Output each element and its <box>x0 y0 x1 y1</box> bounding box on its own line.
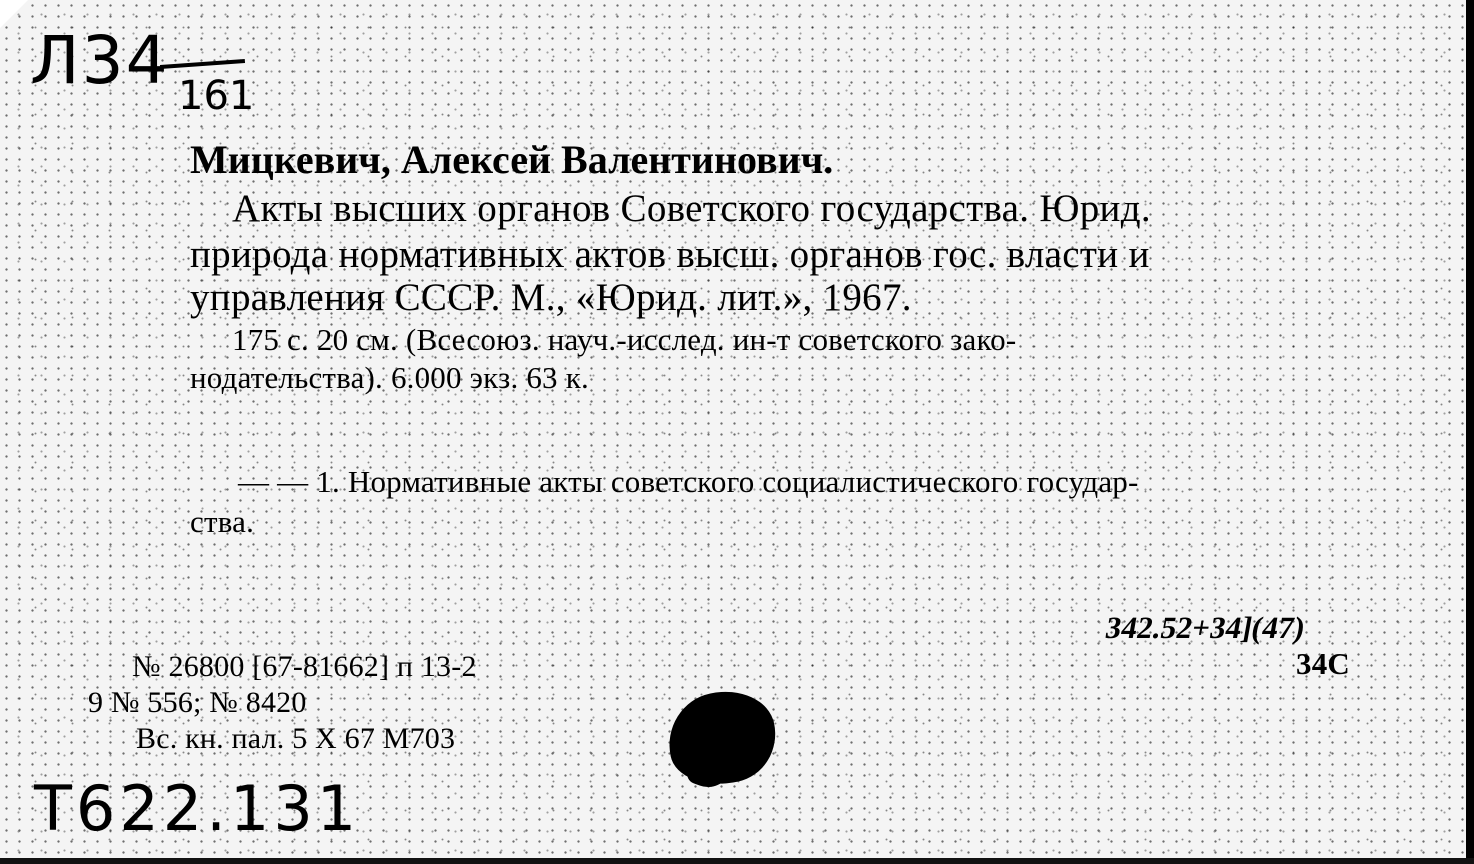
title-line-3: управления СССР. М., «Юрид. лит.», 1967. <box>190 276 912 319</box>
subject-line-2: ства. <box>190 504 255 539</box>
author-mark: 34С <box>1296 646 1350 681</box>
classification-code: 342.52+34](47) <box>1102 610 1308 645</box>
footer-line-1: № 26800 [67-81662] п 13-2 <box>132 650 477 683</box>
shelfmark-top: Л34 <box>30 22 170 99</box>
footer-line-3: Вс. кн. пал. 5 X 67 М703 <box>136 722 456 755</box>
shelfmark-bottom: 161 <box>178 73 255 119</box>
card-corner <box>0 0 28 28</box>
card-edge-right <box>1466 0 1474 864</box>
author-heading: Мицкевич, Алексей Валентинович. <box>190 137 834 182</box>
title-line-2: природа нормативных актов высш. органов гос. власти и <box>190 233 1150 276</box>
shelfmark-fraction-line <box>160 59 245 69</box>
subject-line-1: — — 1. Нормативные акты советского социалистического государ- <box>238 464 1139 499</box>
description-line-1: 175 с. 20 см. (Всесоюз. науч.-исслед. ин-т советского зако- <box>232 322 1017 357</box>
description-line-2: нодательства). 6.000 экз. 63 к. <box>190 360 589 395</box>
card-edge-bottom <box>0 858 1474 864</box>
title-line-1: Акты высших органов Советского государства. Юрид. <box>232 187 1151 230</box>
footer-line-2: 9 № 556; № 8420 <box>88 686 307 719</box>
handwritten-number: Т622.131 <box>34 772 361 845</box>
